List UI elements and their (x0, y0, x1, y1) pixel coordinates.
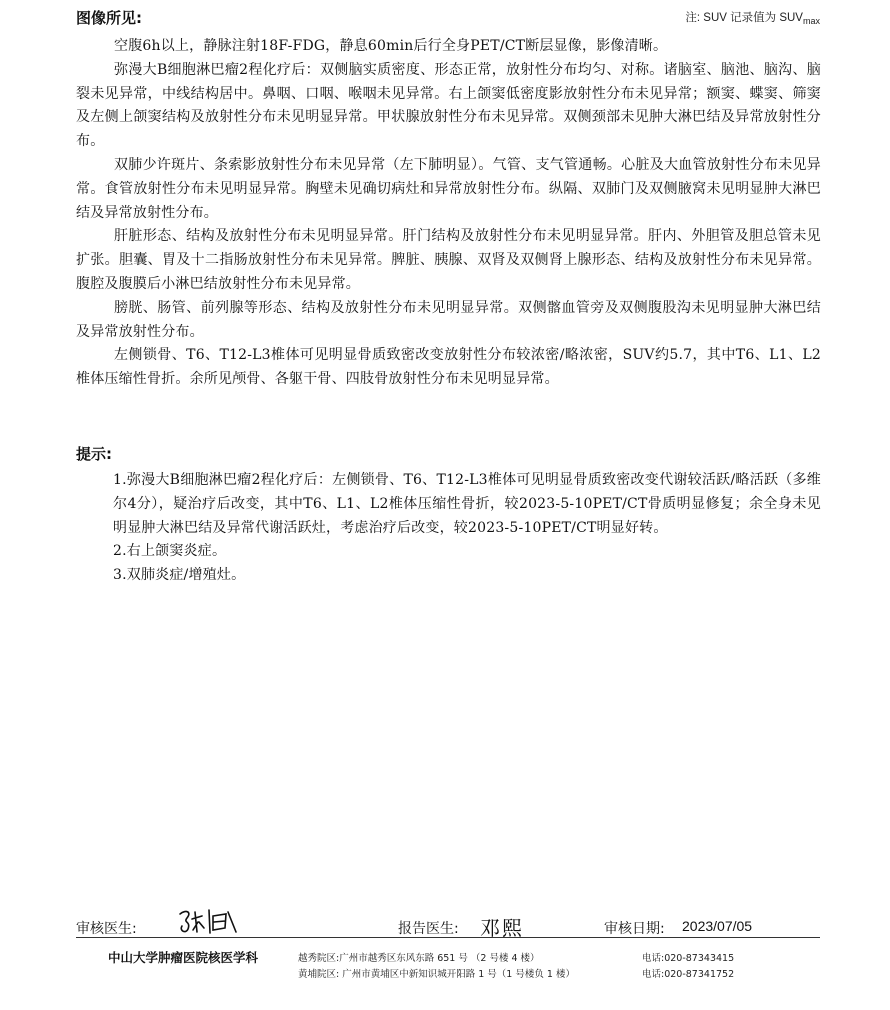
findings-paragraph: 双肺少许斑片、条索影放射性分布未见异常（左下肺明显）。气管、支气管通畅。心脏及大血管放射性分布未见异常。食管放射性分布未见明显异常。胸壁未见确切病灶和异常放射性分布。纵隔、双肺门及双侧腋窝未见明显肿大淋巴结及异常放射性分布。 (76, 156, 821, 221)
findings-paragraph: 弥漫大B细胞淋巴瘤2程化疗后：双侧脑实质密度、形态正常，放射性分布均匀、对称。诸脑室、脑池、脑沟、脑裂未见异常，中线结构居中。鼻咽、口咽、喉咽未见异常。右上颌窦低密度影放射性分布未见异常；额窦、蝶窦、筛窦及左侧上颌窦结构及放射性分布未见明显异常。甲状腺放射性分布未见异常。双侧颈部未见肿大淋巴结及异常放射性分布。 (76, 61, 821, 150)
review-date-value: 2023/07/05 (682, 918, 753, 934)
findings-title: 图像所见: (76, 9, 142, 27)
phone-yuexiu: 电话:020-87343415 (642, 953, 735, 964)
reporter-name: 邓熙 (480, 916, 524, 940)
suv-note (685, 9, 820, 26)
findings-paragraph: 肝脏形态、结构及放射性分布未见明显异常。肝门结构及放射性分布未见明显异常。肝内、外胆管及胆总管未见扩张。胆囊、胃及十二指肠放射性分布未见异常。脾脏、胰腺、双肾及双侧肾上腺形态、结构及放射性分布未见异常。腹腔及腹膜后小淋巴结放射性分布未见异常。 (76, 228, 821, 292)
phone-huangpu: 电话:020-87341752 (642, 969, 735, 980)
reporter-label: 报告医生: (398, 921, 459, 937)
findings-paragraph: 左侧锁骨、T6、T12-L3椎体可见明显骨质致密改变放射性分布较浓密/略浓密，SUV约5.7，其中T6、L1、L2椎体压缩性骨折。余所见颅骨、各躯干骨、四肢骨放射性分布未见明显异常。 (76, 347, 821, 388)
tip-item: 3.双肺炎症/增殖灶。 (113, 567, 246, 584)
reviewer-signature (176, 906, 240, 940)
tip-item: 2.右上颌窦炎症。 (113, 543, 227, 560)
handwritten-signature-icon (176, 906, 240, 936)
findings-body (76, 35, 821, 392)
reviewer-label: 审核医生: (76, 921, 137, 937)
address-yuexiu: 越秀院区:广州市越秀区东风东路 651 号 （2 号楼 4 楼） (298, 953, 540, 964)
suv-note-subscript: max (802, 16, 820, 26)
findings-paragraph: 空腹6h以上，静脉注射18F-FDG，静息60min后行全身PET/CT断层显像，影像清晰。 (114, 38, 668, 54)
hospital-name: 中山大学肿瘤医院核医学科 (108, 950, 259, 965)
address-huangpu: 黄埔院区: 广州市黄埔区中新知识城开阳路 1 号（1 号楼负 1 楼） (298, 969, 575, 980)
suv-note-text: 注: SUV 记录值为 SUV (685, 12, 803, 24)
tips-title: 提示: (76, 445, 112, 463)
footer-divider (76, 937, 820, 938)
tips-body (113, 469, 821, 588)
tip-item: 1.弥漫大B细胞淋巴瘤2程化疗后：左侧锁骨、T6、T12-L3椎体可见明显骨质致密改变代谢较活跃/略活跃（多维尔4分），疑治疗后改变，其中T6、L1、L2椎体压缩性骨折，较2023-5-10PET/CT骨质明显修复；余全身未见明显肿大淋巴结及异常代谢活跃灶，考虑治疗后改变，较2023-5-10PET/CT明显好转。 (113, 472, 821, 536)
findings-paragraph: 膀胱、肠管、前列腺等形态、结构及放射性分布未见明显异常。双侧髂血管旁及双侧腹股沟未见明显肿大淋巴结及异常放射性分布。 (76, 299, 821, 340)
signature-row (76, 912, 820, 938)
review-date-label: 审核日期: (604, 921, 665, 937)
